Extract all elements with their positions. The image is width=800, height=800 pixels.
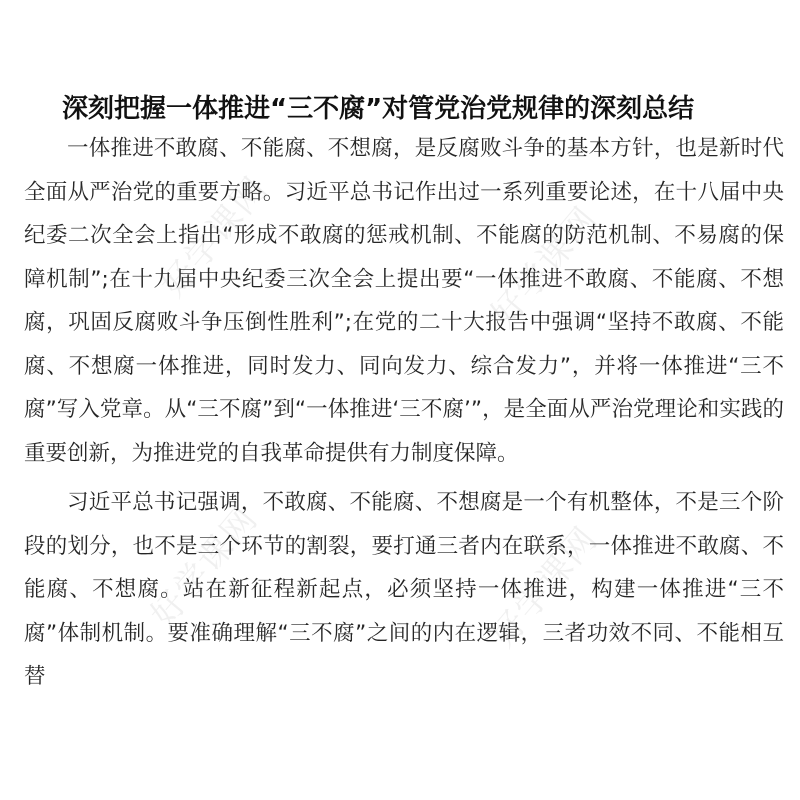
watermark-text: 好学课网 <box>483 518 607 655</box>
paragraph: 一体推进不敢腐、不能腐、不想腐，是反腐败斗争的基本方针，也是新时代全面从严治党的重要方略。习近平总书记作出过一系列重要论述，在十八届中央纪委二次全会上指出“形成不敢腐的惩戒机制、不能腐的防范机制、不易腐的保障机制”;在十九届中央纪委三次全会上提出要“一体推进不敢腐、不能腐、不想腐，巩固反腐败斗争压倒性胜利”;在党的二十大报告中强调“坚持不敢腐、不能腐、不想腐一体推进，同时发力、同向发力、综合发力”，并将一体推进“三不腐”写入党章。从“三不腐”到“一体推进‘三不腐’”，是全面从严治党理论和实践的重要创新，为推进党的自我革命提供有力制度保障。 <box>24 136 784 466</box>
article-body <box>24 127 784 705</box>
article-title: 深刻把握一体推进“三不腐”对管党治党规律的深刻总结 <box>62 94 695 125</box>
watermark-text: 好学课网 <box>483 198 607 335</box>
watermark-text: 好学课网 <box>153 168 277 305</box>
paragraph: 习近平总书记强调，不敢腐、不能腐、不想腐是一个有机整体，不是三个阶段的划分，也不是三个环节的割裂，要打通三者内在联系，一体推进不敢腐、不能腐、不想腐。站在新征程新起点，必须坚持一体推进，构建一体推进“三不腐”体制机制。要准确理解“三不腐”之间的内在逻辑，三者功效不同、不能相互替 <box>24 490 784 689</box>
watermark-text: 好学课网 <box>143 498 267 635</box>
